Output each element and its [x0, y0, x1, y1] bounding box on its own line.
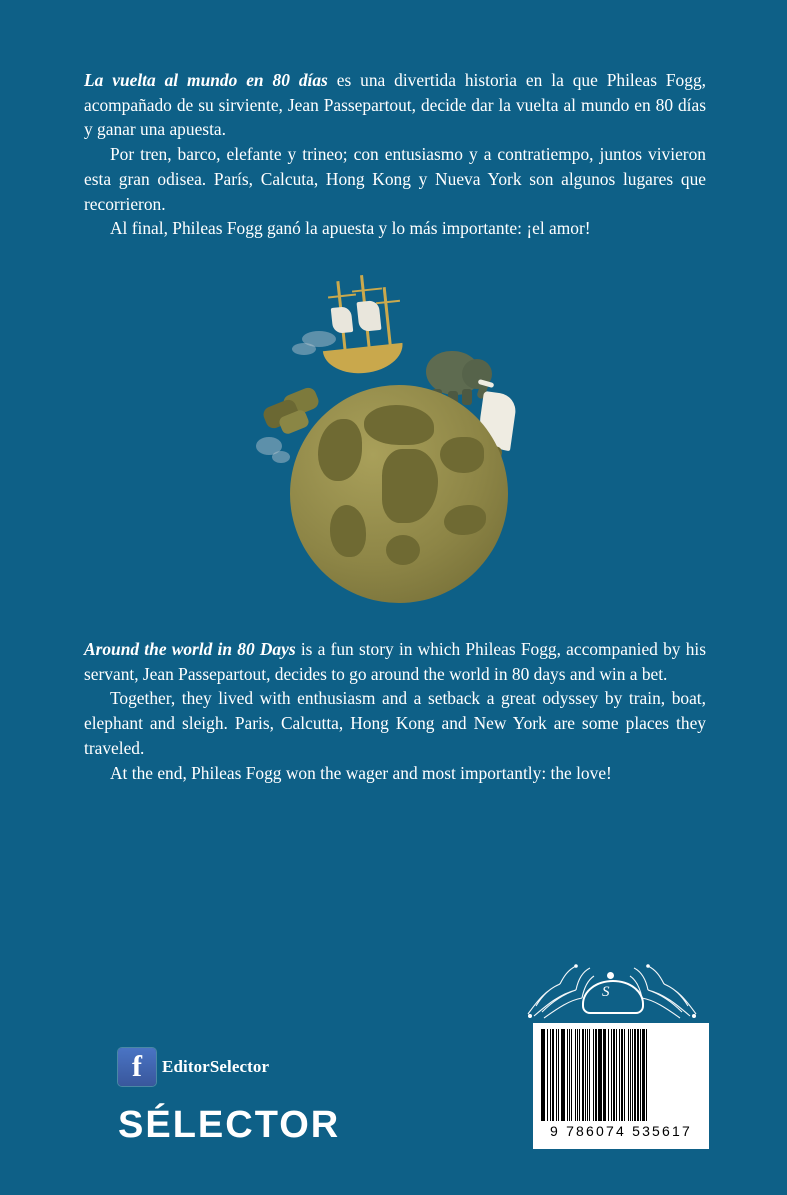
spanish-paragraph-1: [84, 68, 706, 142]
barcode-number: 9 786074 535617: [550, 1123, 692, 1139]
social-handle-label: EditorSelector: [162, 1057, 270, 1076]
spanish-book-title: La vuelta al mundo en 80 días: [84, 70, 328, 90]
english-paragraph-3: At the end, Phileas Fogg won the wager and most importantly: the love!: [110, 762, 612, 783]
globe-icon: [290, 385, 508, 603]
crown-letter: S: [602, 984, 610, 1000]
globe-illustration: [240, 265, 550, 605]
spanish-paragraph-3: Al final, Phileas Fogg ganó la apuesta y lo más importante: ¡el amor!: [110, 218, 591, 239]
social-handle[interactable]: [118, 1048, 269, 1086]
english-synopsis: [84, 637, 706, 785]
sailing-ship-icon: [318, 275, 410, 385]
english-paragraph-1: [84, 637, 706, 686]
barcode-bar: [647, 1029, 648, 1121]
publisher-logo: SÉLECTOR: [118, 1104, 341, 1146]
spanish-paragraph-2: Por tren, barco, elefante y trineo; con entusiasmo y a contratiempo, juntos vivieron esta gran odisea. París, Calcuta, Hong Kong y Nueva York son algunos lugares que recorrieron.: [84, 144, 706, 214]
english-book-title: Around the world in 80 Days: [84, 639, 296, 659]
spanish-paragraph-1-rest: es una divertida historia en la que Phileas Fogg, acompañado de su sirviente, Jean Passepartout, decide dar la vuelta al mundo en 80 días y ganar una apuesta.: [84, 70, 706, 140]
spanish-synopsis: [84, 68, 706, 241]
english-paragraph-2: Together, they lived with enthusiasm and a setback a great odyssey by train, boat, elephant and sleigh. Paris, Calcutta, Hong Kong and New York are some places they traveled.: [84, 688, 706, 758]
crown-dot: [607, 972, 614, 979]
english-paragraph-1-rest: is a fun story in which Phileas Fogg, accompanied by his servant, Jean Passepartout, decides to go around the world in 80 days and win a bet.: [84, 639, 706, 684]
facebook-icon-glyph: f: [132, 1050, 142, 1083]
facebook-icon[interactable]: [118, 1048, 156, 1086]
crown-ornament: [520, 960, 704, 1024]
barcode-bars: [541, 1029, 701, 1121]
isbn-barcode: [533, 1023, 709, 1149]
